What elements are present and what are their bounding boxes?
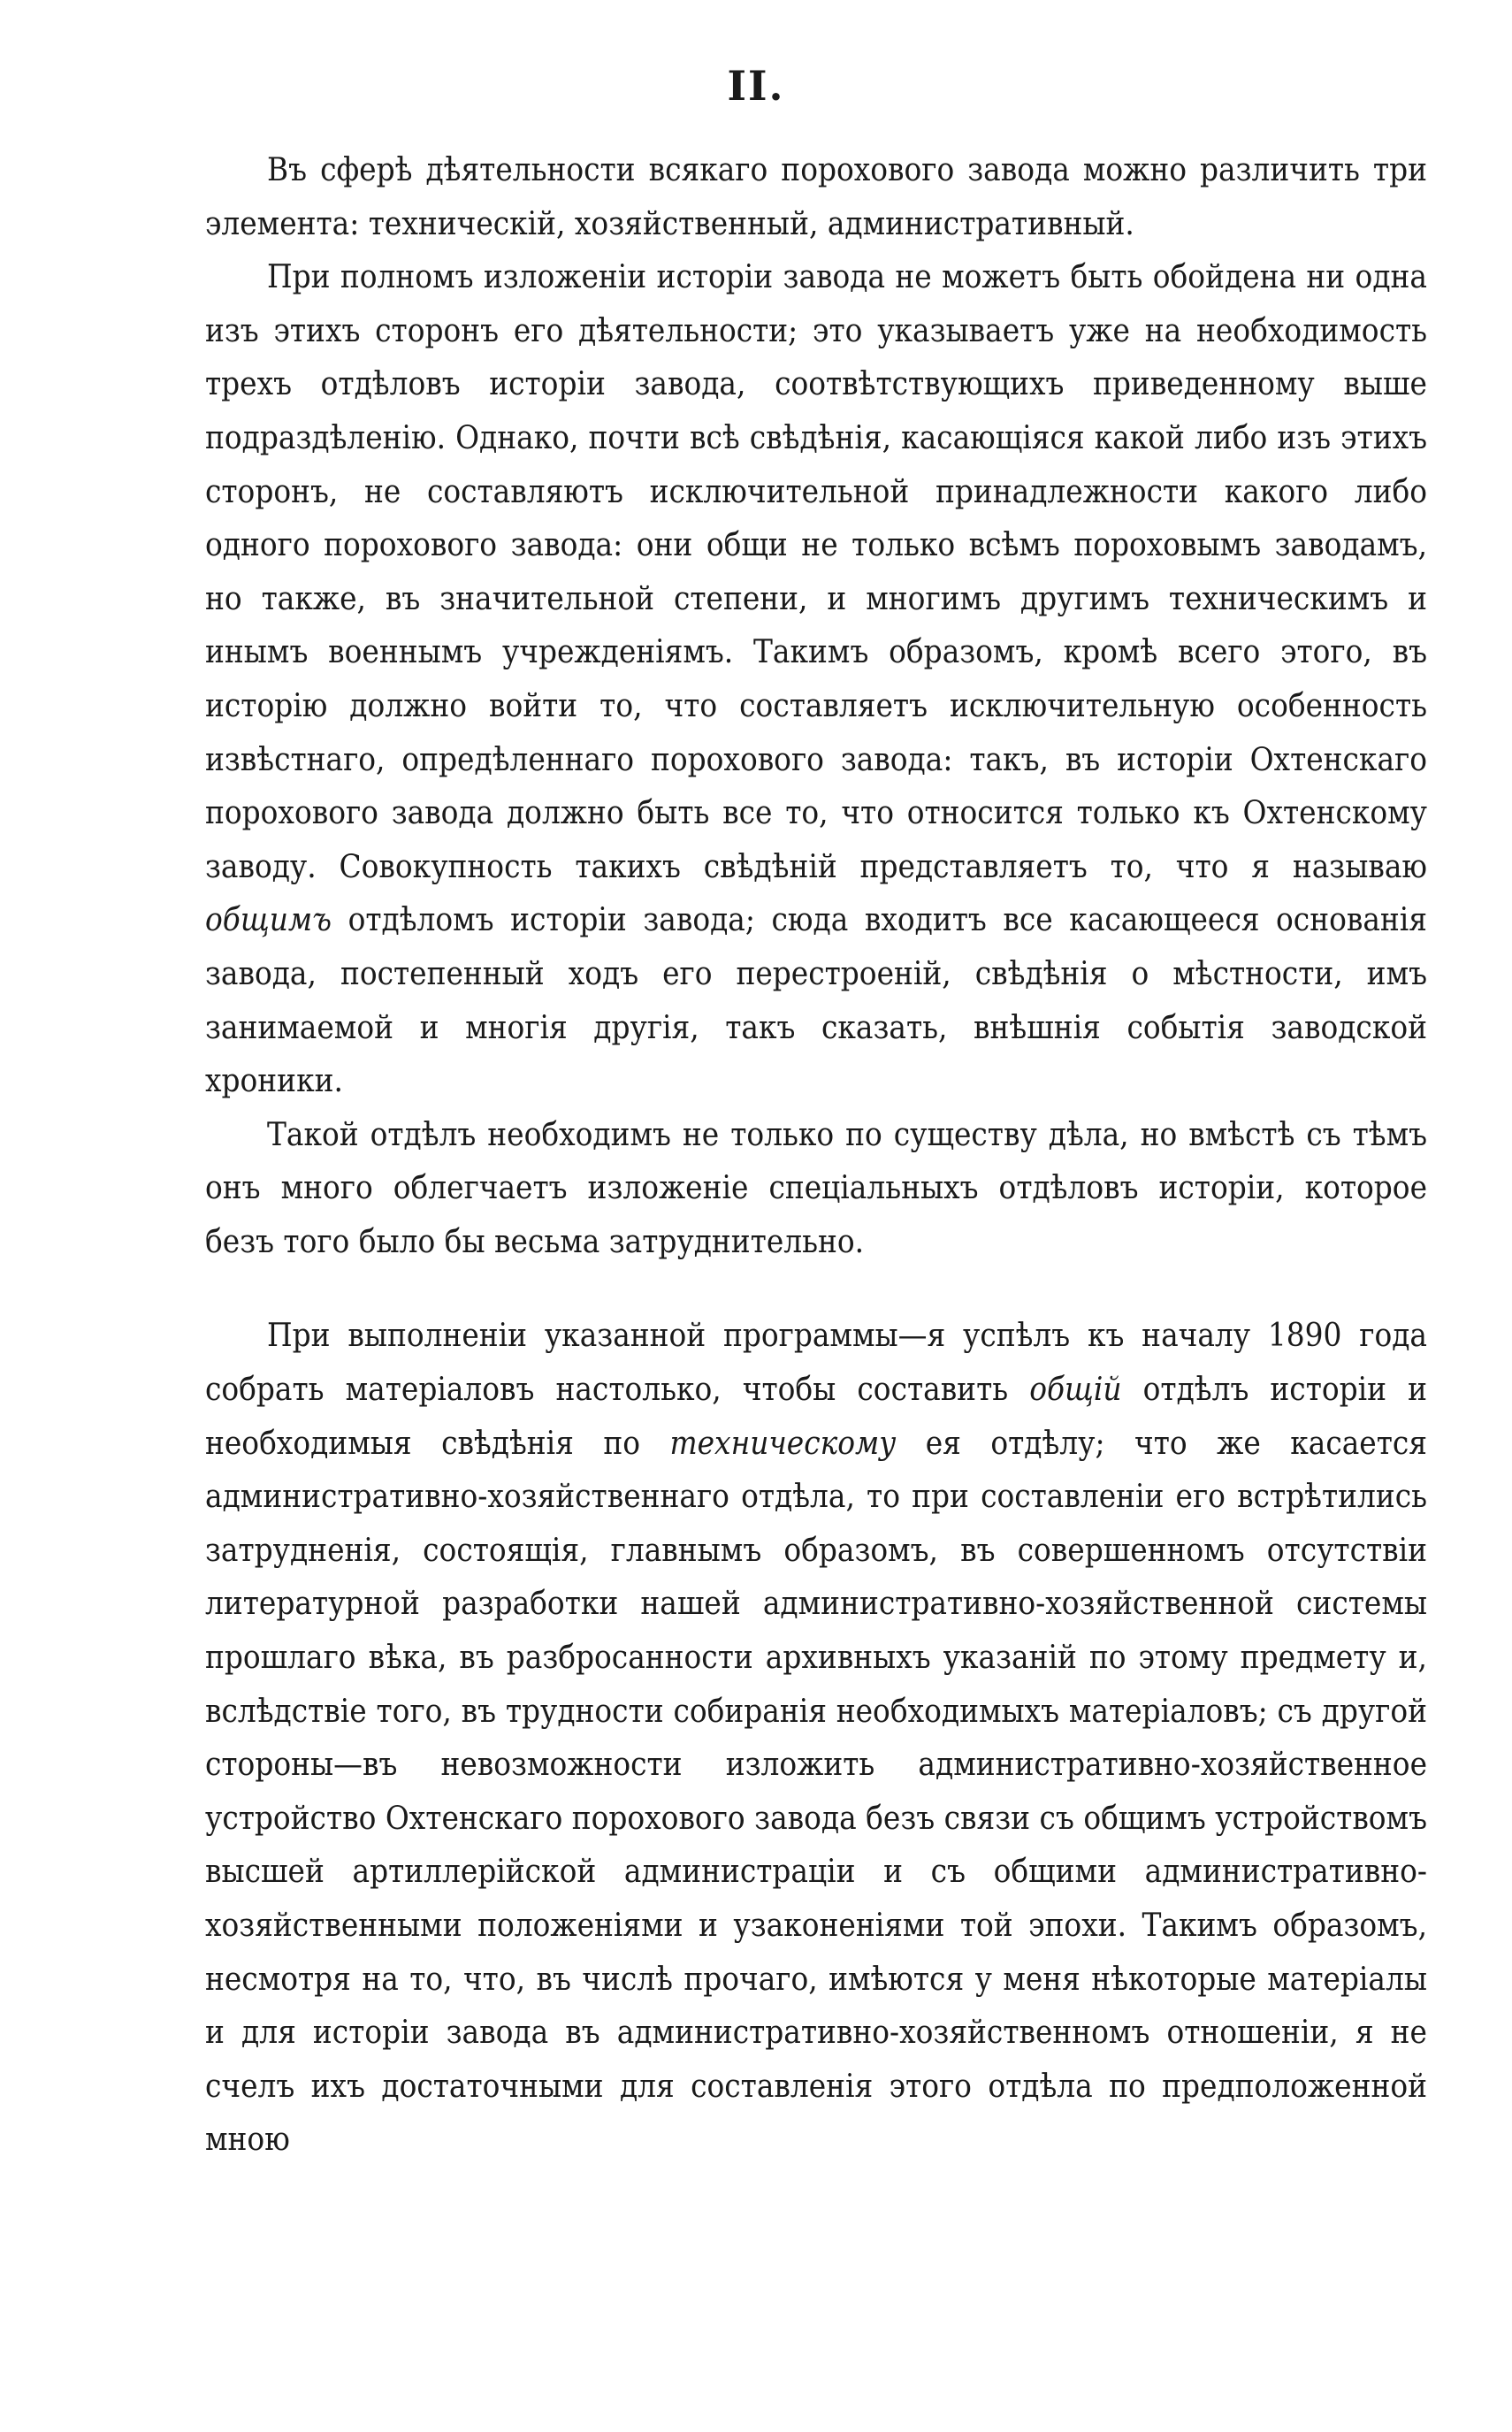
paragraph-4-text-c: ея отдѣлу; что же касается административно-хозяйственнаго отдѣла, то при составленіи его встрѣтились затрудненія, состоящія, главнымъ образомъ, въ совершенномъ отсутствіи литературной разработки нашей административно-хозяйственной системы прошлаго вѣка, въ разбросанности архивныхъ указаній по этому предмету и, вслѣдствіе того, въ трудности собиранія необходимыхъ матеріаловъ; съ другой стороны—въ невозможности изложить административно-хозяйственное устройство Охтенскаго порохового завода безъ связи съ общимъ устройствомъ высшей артиллерійской администраціи и съ общими административно-хозяйственными положеніями и узаконеніями той эпохи. Такимъ образомъ, несмотря на то, что, въ числѣ прочаго, имѣются у меня нѣкоторые матеріалы и для исторіи завода въ административно-хозяйственномъ отношеніи, я не счелъ ихъ достаточными для составленія этого отдѣла по предположенной мною: [205, 1423, 1427, 2159]
paragraph-4-text-b: отдѣлъ исторіи и необходимыя свѣдѣнія по: [205, 1370, 1427, 1462]
paragraph-1-text: Въ сферѣ дѣятельности всякаго порохового завода можно различить три элемента: техническій, хозяйственный, административный.: [205, 150, 1427, 242]
paragraph-2: [205, 250, 1427, 1108]
paragraph-4-italic-general: общій: [1029, 1370, 1122, 1409]
body-text: [205, 143, 1427, 2167]
page-number: II.: [727, 62, 785, 110]
paragraph-2-text-a: При полномъ изложеніи исторіи завода не можетъ быть обойдена ни одна изъ этихъ сторонъ его дѣятельности; это указываетъ уже на необходимость трехъ отдѣловъ исторіи завода, соотвѣтствующихъ приведенному выше подраздѣленію. Однако, почти всѣ свѣдѣнія, касающіяся какой либо изъ этихъ сторонъ, не составляютъ исключительной принадлежности какого либо одного порохового завода: они общи не только всѣмъ пороховымъ заводамъ, но также, въ значительной степени, и многимъ другимъ техническимъ и инымъ военнымъ учрежденіямъ. Такимъ образомъ, кромѣ всего этого, въ исторію должно войти то, что составляетъ исключительную особенность извѣстнаго, опредѣленнаго порохового завода: такъ, въ исторіи Охтенскаго порохового завода должно быть все то, что относится только къ Охтенскому заводу. Совокупность такихъ свѣдѣній представляетъ то, что я называю: [205, 257, 1427, 885]
paragraph-1: [205, 143, 1427, 250]
paragraph-3: [205, 1108, 1427, 1269]
paragraph-4-italic-technical: техническому: [669, 1423, 897, 1462]
paragraph-2-text-b: отдѣломъ исторіи завода; сюда входитъ все касающееся основанія завода, постепенный ходъ его перестроеній, свѣдѣнія о мѣстности, имъ занимаемой и многія другія, такъ сказать, внѣшнія событія заводской хроники.: [205, 900, 1427, 1100]
paragraph-4: [205, 1309, 1427, 2167]
paragraph-3-text: Такой отдѣлъ необходимъ не только по существу дѣла, но вмѣстѣ съ тѣмъ онъ много облегчаетъ изложеніе спеціальныхъ отдѣловъ исторіи, которое безъ того было бы весьма затруднительно.: [205, 1114, 1427, 1260]
paragraph-4-text-a: При выполненіи указанной программы—я успѣлъ къ началу 1890 года собрать матеріаловъ настолько, чтобы составить: [205, 1316, 1427, 1409]
paragraph-2-italic-term: общимъ: [205, 900, 332, 939]
